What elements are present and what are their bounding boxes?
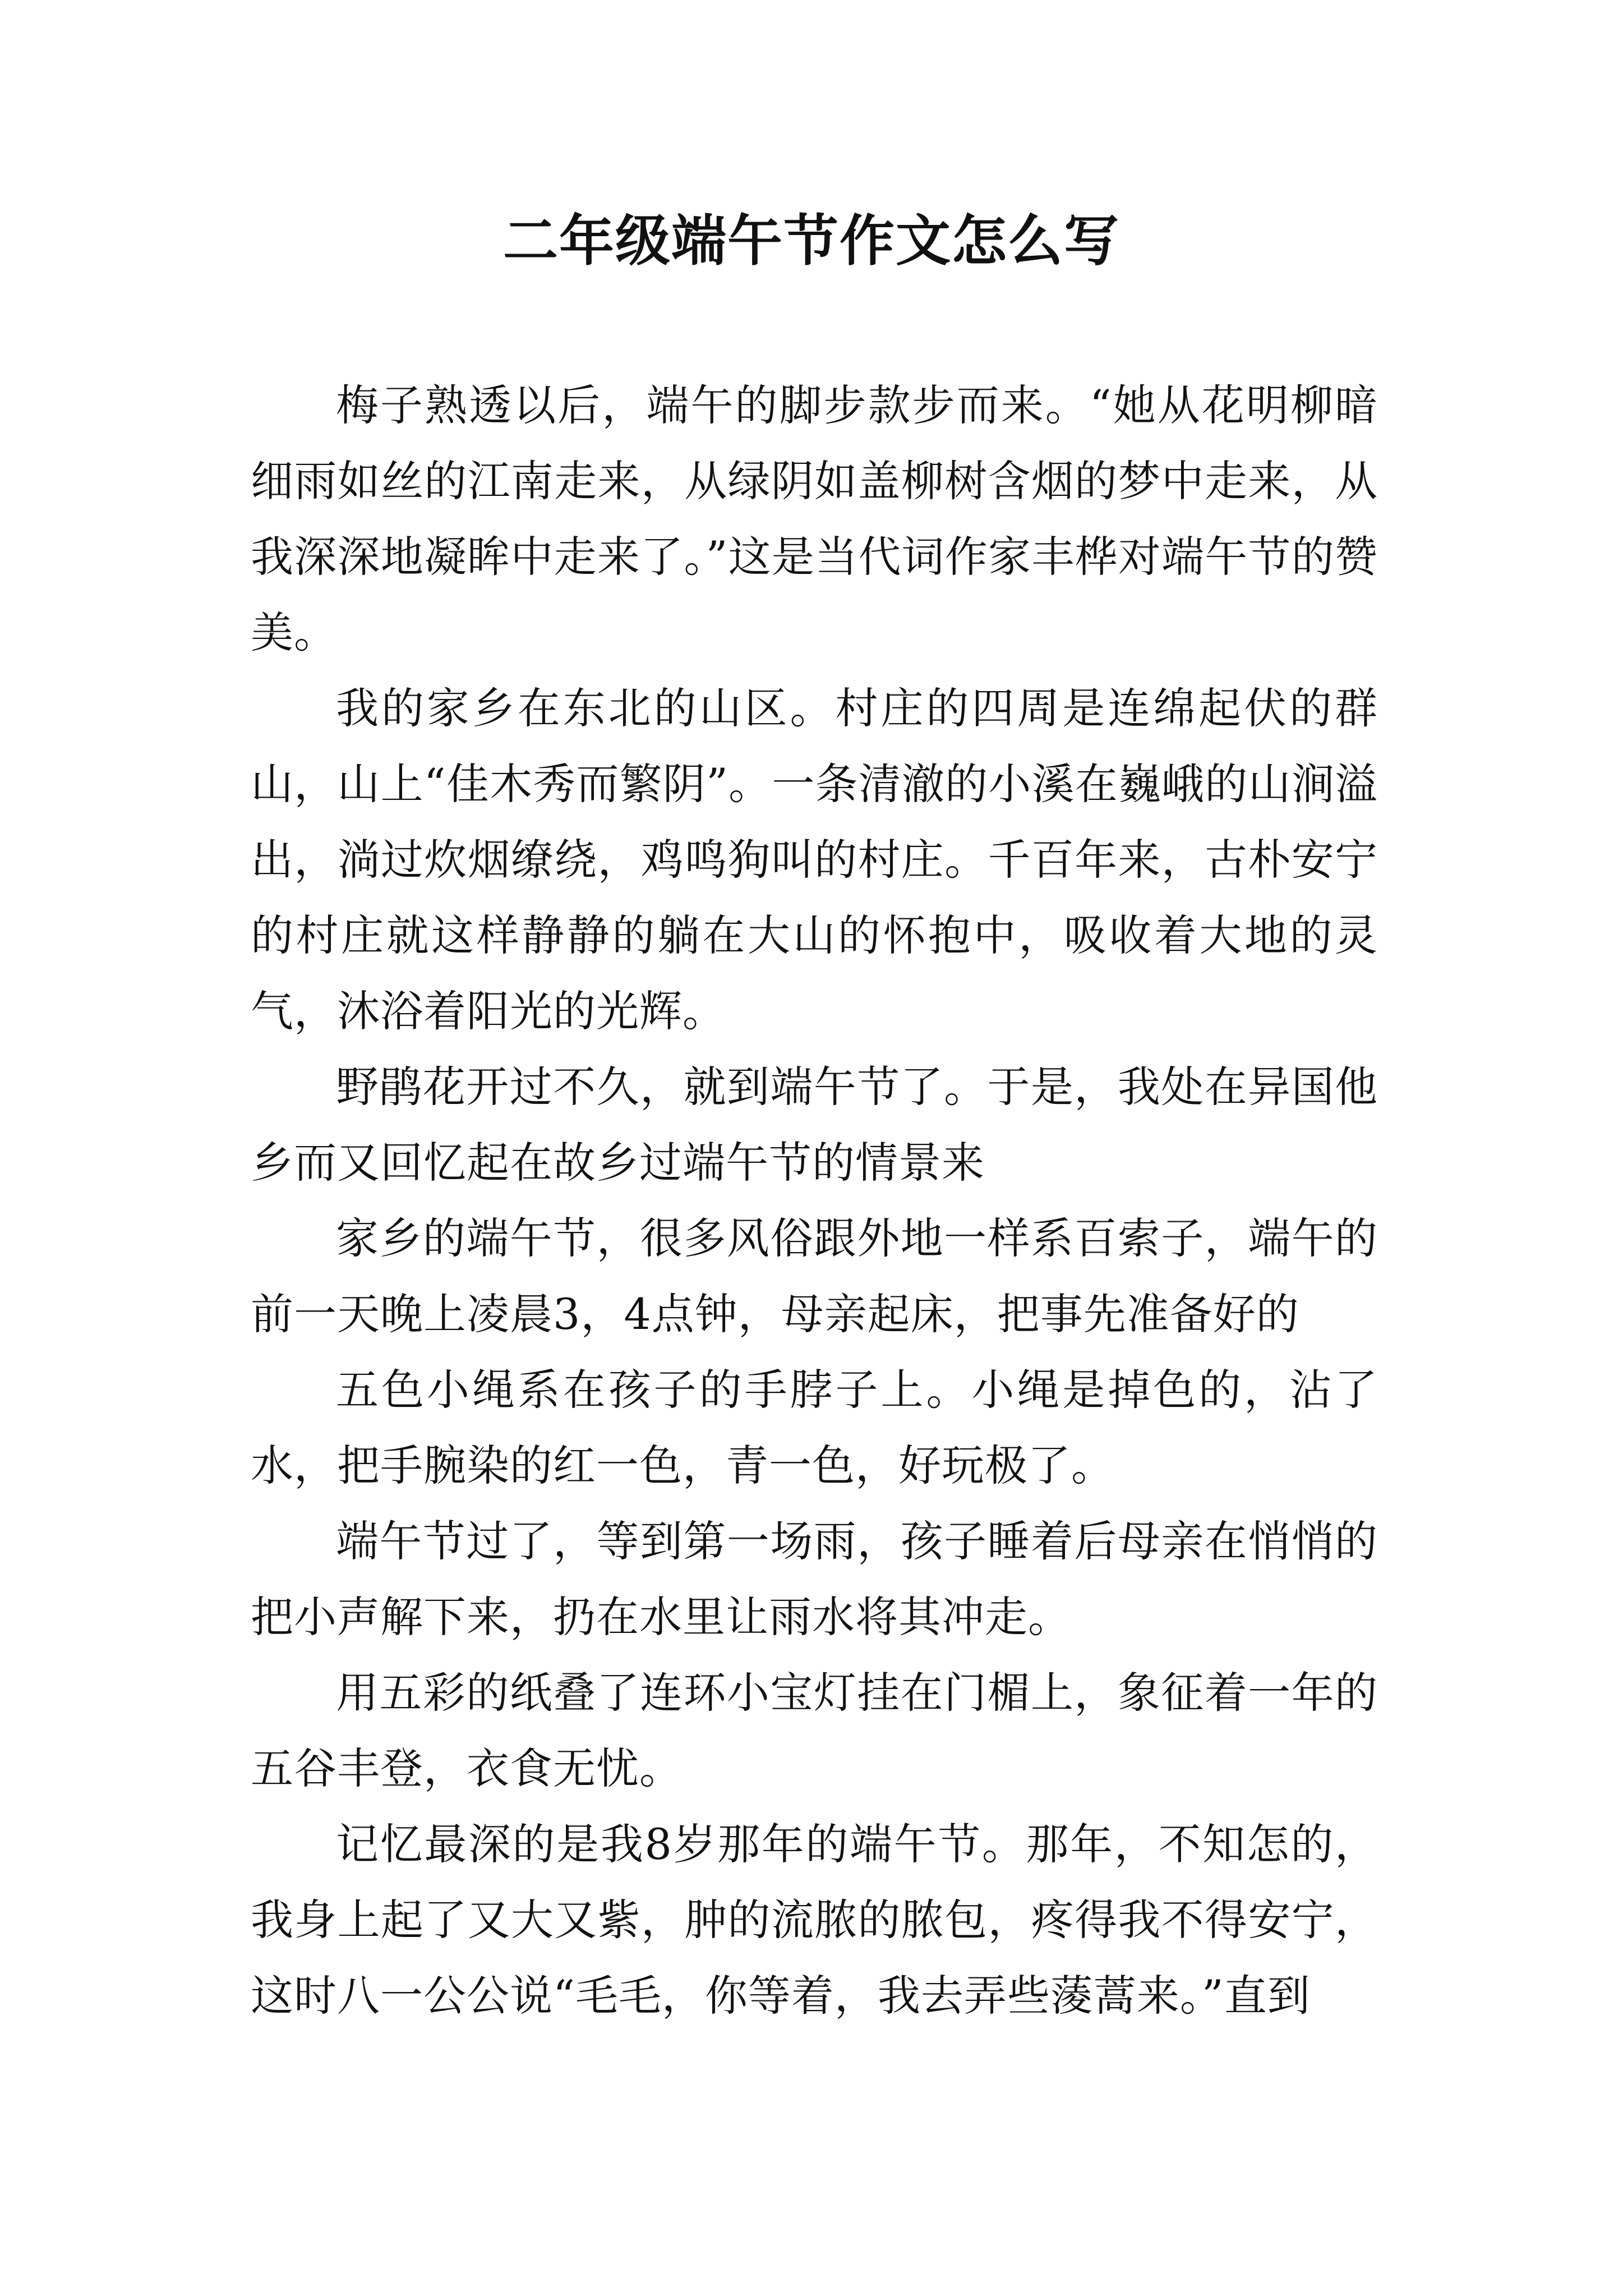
paragraph: 野鹃花开过不久，就到端午节了。于是，我处在异国他乡而又回忆起在故乡过端午节的情景来 bbox=[251, 1062, 1378, 1188]
paragraph: 家乡的端午节，很多风俗跟外地一样系百索子，端午的前一天晚上凌晨3，4点钟，母亲起床，把事先准备好的 bbox=[251, 1213, 1378, 1339]
paragraph: 端午节过了，等到第一场雨，孩子睡着后母亲在悄悄的把小声解下来，扔在水里让雨水将其冲走。 bbox=[251, 1516, 1378, 1642]
paragraph: 梅子熟透以后，端午的脚步款步而来。“她从花明柳暗细雨如丝的江南走来，从绿阴如盖柳树含烟的梦中走来，从我深深地凝眸中走来了。”这是当代词作家丰桦对端午节的赞美。 bbox=[251, 380, 1378, 657]
paragraph: 记忆最深的是我8岁那年的端午节。那年，不知怎的，我身上起了又大又紫，肿的流脓的脓包，疼得我不得安宁，这时八一公公说“毛毛，你等着，我去弄些蔆蒿来。”直到 bbox=[251, 1819, 1378, 2021]
document-title: 二年级端午节作文怎么写 bbox=[502, 209, 1120, 273]
paragraph: 用五彩的纸叠了连环小宝灯挂在门楣上，象征着一年的五谷丰登，衣食无忧。 bbox=[251, 1668, 1378, 1793]
paragraph: 我的家乡在东北的山区。村庄的四周是连绵起伏的群山，山上“佳木秀而繁阴”。一条清澈的小溪在巍峨的山涧溢出，淌过炊烟缭绕，鸡鸣狗叫的村庄。千百年来，古朴安宁的村庄就这样静静的躺在大山的怀抱中，吸收着大地的灵气，沐浴着阳光的光辉。 bbox=[251, 683, 1378, 1036]
paragraph: 五色小绳系在孩子的手脖子上。小绳是掉色的，沾了水，把手腕染的红一色，青一色，好玩极了。 bbox=[251, 1365, 1378, 1490]
document-body bbox=[251, 367, 1378, 2033]
